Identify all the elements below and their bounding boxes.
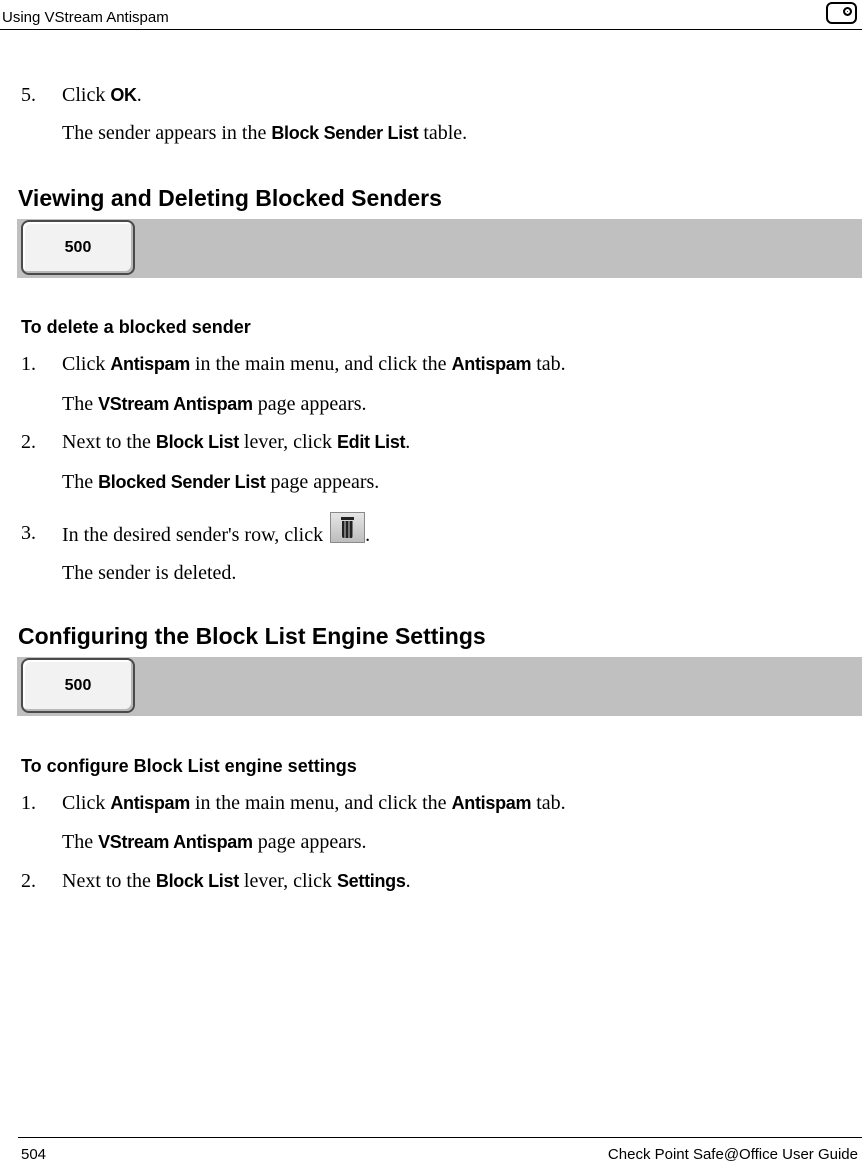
step-result: The sender is deleted. xyxy=(62,562,237,584)
step-number: 2. xyxy=(21,870,36,892)
step-result: The VStream Antispam page appears. xyxy=(62,831,367,853)
step-number: 2. xyxy=(21,431,36,453)
procedure-heading: To delete a blocked sender xyxy=(21,317,251,337)
model-applicability-bar xyxy=(17,219,862,278)
ui-term: VStream Antispam xyxy=(98,832,253,852)
ui-term: Edit List xyxy=(336,432,406,452)
ui-term: Settings xyxy=(336,871,406,891)
step-text: In the desired sender's row, click . xyxy=(62,512,370,547)
model-500-badge: 500 xyxy=(21,658,135,713)
running-header-title: Using VStream Antispam xyxy=(2,9,169,26)
step-number: 5. xyxy=(21,84,36,106)
step-number: 1. xyxy=(21,353,36,375)
step-number: 3. xyxy=(21,522,36,544)
step-text: Next to the Block List lever, click Settings. xyxy=(62,870,411,892)
ui-term: Block List xyxy=(155,432,239,452)
procedure-heading: To configure Block List engine settings xyxy=(21,756,357,776)
header-rule xyxy=(0,29,862,30)
section-heading: Configuring the Block List Engine Settings xyxy=(18,623,486,649)
model-500-badge: 500 xyxy=(21,220,135,275)
model-applicability-bar xyxy=(17,657,862,716)
step-result: The VStream Antispam page appears. xyxy=(62,393,367,415)
ui-term: Antispam xyxy=(451,354,532,374)
ui-term: OK xyxy=(110,85,137,105)
step-text: Click Antispam in the main menu, and click the Antispam tab. xyxy=(62,353,566,375)
ui-term: Antispam xyxy=(110,793,190,813)
step-result: The Blocked Sender List page appears. xyxy=(62,471,380,493)
step-number: 1. xyxy=(21,792,36,814)
trash-can-icon xyxy=(330,512,365,543)
check-point-logo-icon xyxy=(826,2,857,24)
ui-term: Antispam xyxy=(110,354,190,374)
ui-term: Antispam xyxy=(451,793,532,813)
ui-term: Block List xyxy=(155,871,239,891)
page-number: 504 xyxy=(21,1146,47,1163)
step-text: Click Antispam in the main menu, and click the Antispam tab. xyxy=(62,792,566,814)
step-result: The sender appears in the Block Sender List table. xyxy=(62,122,468,144)
ui-term: VStream Antispam xyxy=(98,394,253,414)
guide-title: Check Point Safe@Office User Guide xyxy=(607,1146,858,1163)
step-text: Click OK. xyxy=(62,84,142,106)
ui-term: Block Sender List xyxy=(271,123,419,143)
ui-term: Blocked Sender List xyxy=(98,472,266,492)
section-heading: Viewing and Deleting Blocked Senders xyxy=(18,185,442,211)
step-text: Next to the Block List lever, click Edit List. xyxy=(62,431,411,453)
footer-rule xyxy=(18,1137,862,1138)
